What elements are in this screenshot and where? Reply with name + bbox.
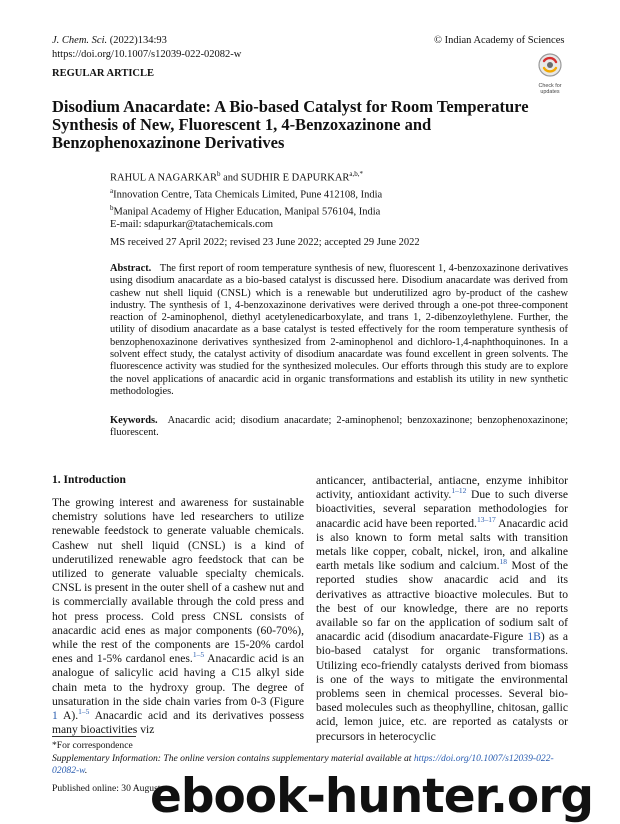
affiliation-a: $^a$Innovation Centre, Tata Chemicals Limited, Pune 412108, India xyxy=(110,187,383,201)
affiliation-b-mark: b xyxy=(110,204,114,212)
badge-line-2: updates xyxy=(540,89,560,95)
keywords xyxy=(110,415,568,440)
keywords-text: Anacardic acid; disodium anacardate; 2-aminophenol; benzoxazinone; benzophenoxazinone; fluorescent. xyxy=(110,415,568,439)
citation-ref[interactable]: 1–12 xyxy=(451,486,467,496)
check-updates-icon xyxy=(533,52,567,78)
publisher: © Indian Academy of Sciences xyxy=(434,35,565,46)
journal-volume: (2022)134:93 xyxy=(107,35,167,46)
correspondence-note: *For correspondence xyxy=(52,740,133,751)
affiliation-a-mark: a xyxy=(110,187,114,195)
email[interactable]: E-mail: sdapurkar@tatachemicals.com xyxy=(110,219,274,230)
footnote-divider xyxy=(52,736,136,737)
intro-paragraph-right: anticancer, antibacterial, antiacne, enzyme inhibitor activity, antioxidant activity.$^{1-12}$ Due to such diverse bioactivities, several separation methodologies for anacardic acid have been reported.$^{13-17}$ Anacardic acid is also known to form metal salts with transition metals like copper, cobalt, nickel, iron, and alkaline earth metals like sodium and calcium.$^{18}$ Most of the reported studies show anacardic acid and its derivatives as attractive bioactive molecules. But to the best of our knowledge, there are no reports available so far on the application of sodium salt of anacardic acid (disodium anacardate-Figure 1B) as a bio-based catalyst for organic transformations. Utilizing eco-friendly catalysts derived from biomass is one of the ways to mitigate the environmental problems seen in chemical processes. Several bio-based molecules such as theophylline, chitosan, gallic acid, lemon juice, etc. are reported as catalysts or precursors in heterocyclic xyxy=(316,474,568,743)
journal-citation xyxy=(52,34,167,47)
citation-ref[interactable]: 18 xyxy=(499,557,508,567)
left-column xyxy=(52,496,304,737)
article-title: Disodium Anacardate: A Bio-based Catalyst for Room Temperature Synthesis of New, Fluorescent 1, 4-Benzoxazinone and Benzophenoxazinone Derivatives xyxy=(52,97,529,152)
section-heading: 1. Introduction xyxy=(52,474,126,486)
authors-and: and xyxy=(220,172,241,184)
figure-link[interactable]: 1 xyxy=(52,709,58,723)
received-dates: MS received 27 April 2022; revised 23 June 2022; accepted 29 June 2022 xyxy=(110,237,420,248)
abstract-text: The first report of room temperature synthesis of new, fluorescent 1, 4-benzoxazinone derivatives using disodium anacardate as a bio-based catalyst is discussed here. Disodium anacardate was derived from cashew nut shell liquid (CNSL) which is a renewable but underutilized agro by-product of the cashew industry. The synthesis of 1, 4-benzoxazinone derivatives were derived through a one-pot three-component reaction of 2-aminophenol, diethyl acetylenedicarboxylate, and trans 1, 2-dibenzoylethylene. Further, the utility of disodium anacardate as a base catalyst is tested effectively for the room temperature synthesis of benzophenoxazinone derivatives synthesized from 2-aminophenol and dichloro-1,4-naphthoquinones. In a solvent effect study, the catalyst activity of disodium anacardate was found excellent in green solvents. The fluorescence activity was studied for the synthesized molecules. Our efforts through this study are to explore the novel applications of anacardic acid in organic transformations and establish its utility in new synthetic methodologies. xyxy=(110,263,568,397)
published-date: Published online: 30 August xyxy=(52,783,161,794)
supplementary-link[interactable]: https://doi.org/10.1007/s12039-022-02082-w xyxy=(52,753,554,776)
citation-ref[interactable]: 13–17 xyxy=(476,514,496,524)
abstract xyxy=(110,263,568,398)
author-2-affil: a,b,* xyxy=(349,170,364,178)
author-1: RAHUL A NAGARKAR xyxy=(110,172,217,184)
affiliations xyxy=(110,185,530,232)
keywords-label: Keywords. xyxy=(110,415,158,426)
citation-ref[interactable]: 1–5 xyxy=(192,650,205,660)
abstract-label: Abstract. xyxy=(110,263,152,274)
doi-link[interactable]: https://doi.org/10.1007/s12039-022-02082-w xyxy=(52,49,242,60)
watermark: ebook-hunter.org xyxy=(150,769,594,824)
author-2: SUDHIR E DAPURKAR xyxy=(240,172,350,184)
intro-paragraph-left: The growing interest and awareness for sustainable chemistry solutions have led researchers to utilize renewable feedstock to generate valuable chemicals. Cashew nut shell liquid (CNSL) is a kind of underutilized renewable agro feedstock that can be utilized to generate valuable specialty chemicals. CNSL is present in the outer shell of a cashew nut and is commercially available through the cold press and hot press process. Cold press CNSL consists of anacardic acid enes as major components (60-70%), while the rest of the components are 15-20% cardol enes and 1-5% cardanol enes.$^{1-5}$ Anacardic acid is an analogue of salicylic acid having a C15 alkyl side chain meta to the hydroxy group. The degree of unsaturation in the side chain varies from 0-3 (Figure 1 A).$^{1-5}$ Anacardic acid and its derivatives possess many bioactivities viz xyxy=(52,496,304,737)
citation-ref[interactable]: 1–5 xyxy=(78,707,90,717)
badge-line-1: Check for xyxy=(538,83,562,89)
journal-name: J. Chem. Sci. xyxy=(52,35,108,46)
author-1-affil: b xyxy=(216,170,221,178)
authors xyxy=(110,170,363,184)
figure-link[interactable]: 1B xyxy=(527,630,541,644)
check-for-updates-badge[interactable] xyxy=(533,52,567,95)
affiliation-b: $^b$Manipal Academy of Higher Education, Manipal 576104, India xyxy=(110,204,381,218)
right-column xyxy=(316,474,568,744)
supplementary-note: Supplementary Information: The online version contains supplementary material available at https://doi.org/10.1007/s12039-022-02082-w. xyxy=(52,753,554,776)
article-type: REGULAR ARTICLE xyxy=(52,68,155,79)
